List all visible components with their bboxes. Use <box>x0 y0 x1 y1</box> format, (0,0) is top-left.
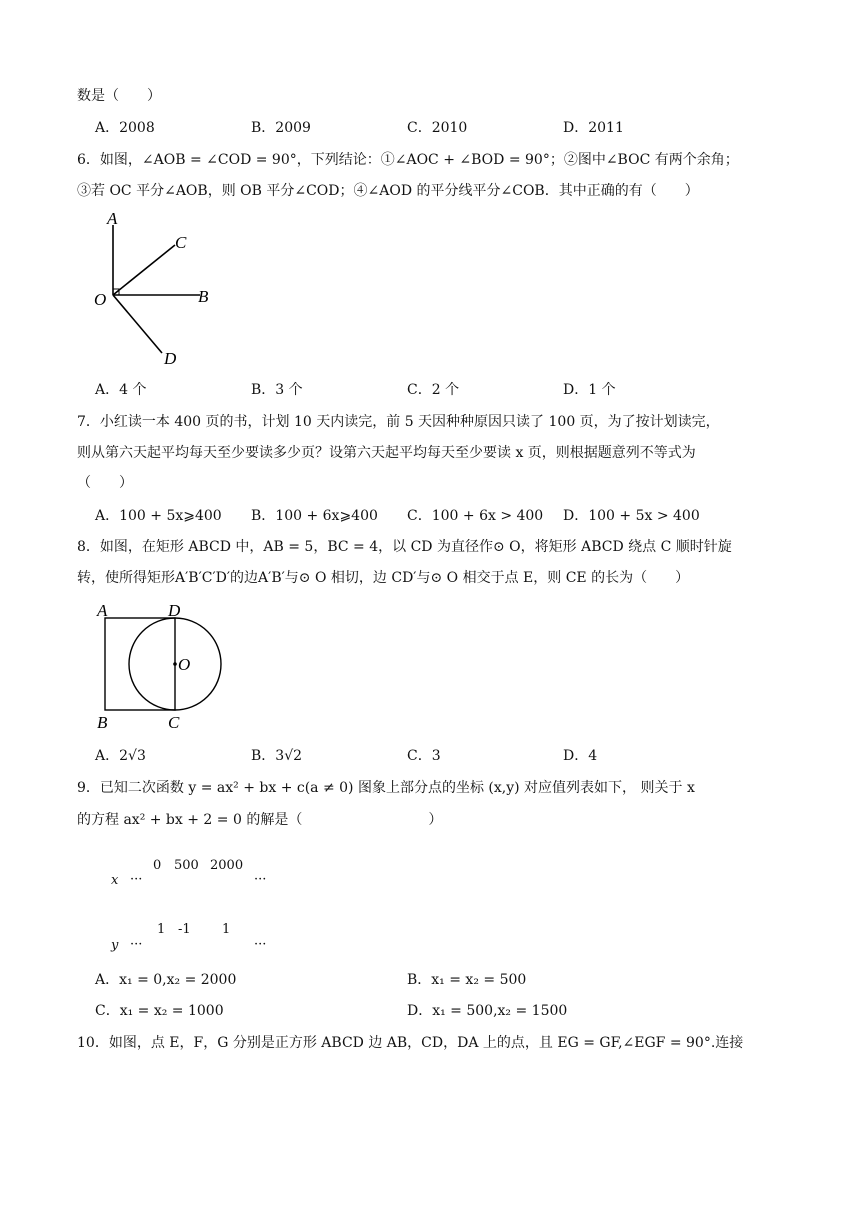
figure-label-o: O <box>94 290 107 309</box>
q8-stem-line2: 转，使所得矩形A′B′C′D′的边A′B′与⊙ O 相切，边 CD′与⊙ O 相交于点 E，则 CE 的长为（ ） <box>77 570 690 586</box>
figure-label-a: A <box>97 601 108 620</box>
q8-option-a: A．2√3 <box>95 748 146 764</box>
figure-label-c: C <box>168 713 180 732</box>
y-value-1: 1 <box>157 922 166 937</box>
x-value-2: 500 <box>174 858 199 873</box>
q6-option-d: D．1 个 <box>563 382 616 398</box>
x-row-label: x <box>111 873 119 888</box>
figure-label-b: B <box>198 287 209 306</box>
q9-option-a: A．x₁ = 0,x₂ = 2000 <box>95 972 237 988</box>
q9-option-c: C．x₁ = x₂ = 1000 <box>95 1003 224 1019</box>
figure-label-d: D <box>164 349 177 368</box>
q7-stem-line1: 7．小红读一本 400 页的书，计划 10 天内读完，前 5 天因种种原因只读了 100 页，为了按计划读完， <box>77 414 720 430</box>
q9-stem-line1: 9．已知二次函数 y = ax² + bx + c(a ≠ 0) 图象上部分点的坐标 (x,y) 对应值列表如下， 则关于 x <box>77 780 695 796</box>
x-value-3: 2000 <box>210 858 244 873</box>
q5-option-c: C．2010 <box>407 120 468 136</box>
q6-option-b: B．3 个 <box>251 382 303 398</box>
figure-label-b: B <box>97 713 108 732</box>
figure-label-o: O <box>178 655 191 674</box>
q7-option-c: C．100 + 6x > 400 <box>407 508 544 524</box>
x-ellipsis-right: ··· <box>254 872 267 887</box>
q10-stem-line1: 10．如图，点 E，F，G 分别是正方形 ABCD 边 AB，CD，DA 上的点，且 EG = GF,∠EGF = 90°.连接 <box>77 1035 744 1051</box>
y-ellipsis-left: ··· <box>130 937 143 952</box>
q5-option-d: D．2011 <box>563 120 624 136</box>
q9-option-d: D．x₁ = 500,x₂ = 1500 <box>407 1003 568 1019</box>
y-row-label: y <box>111 938 119 953</box>
q5-option-a: A．2008 <box>95 120 155 136</box>
q7-stem-line2: 则从第六天起平均每天至少要读多少页？设第六天起平均每天至少要读 x 页，则根据题意列不等式为 <box>77 445 696 461</box>
x-ellipsis-left: ··· <box>130 872 143 887</box>
q8-stem-line1: 8．如图，在矩形 ABCD 中，AB = 5，BC = 4，以 CD 为直径作⊙ O，将矩形 ABCD 绕点 C 顺时针旋 <box>77 539 732 555</box>
q8-rectangle-circle-figure <box>92 598 232 738</box>
q6-stem-line1: 6．如图，∠AOB = ∠COD = 90°，下列结论：①∠AOC + ∠BOD = 90°；②图中∠BOC 有两个余角； <box>77 152 739 168</box>
question-stem-fragment: 数是（ ） <box>77 88 161 104</box>
y-value-2: -1 <box>178 922 191 937</box>
q7-option-a: A．100 + 5x⩾400 <box>95 508 222 524</box>
q9-option-b: B．x₁ = x₂ = 500 <box>407 972 527 988</box>
q7-option-d: D．100 + 5x > 400 <box>563 508 700 524</box>
y-value-3: 1 <box>222 922 231 937</box>
figure-label-a: A <box>107 209 118 228</box>
figure-label-d: D <box>168 601 181 620</box>
q6-option-c: C．2 个 <box>407 382 460 398</box>
x-value-1: 0 <box>153 858 162 873</box>
q8-option-d: D．4 <box>563 748 598 764</box>
q7-stem-line3: （ ） <box>77 475 133 491</box>
q6-angle-figure <box>90 205 230 370</box>
q9-stem-line2: 的方程 ax² + bx + 2 = 0 的解是（ ） <box>77 812 443 828</box>
q6-stem-line2: ③若 OC 平分∠AOB，则 OB 平分∠COD；④∠AOD 的平分线平分∠COB．其中正确的有（ ） <box>77 183 699 199</box>
figure-label-c: C <box>175 233 187 252</box>
q6-option-a: A．4 个 <box>95 382 147 398</box>
q5-option-b: B．2009 <box>251 120 311 136</box>
q7-option-b: B．100 + 6x⩾400 <box>251 508 378 524</box>
q8-option-b: B．3√2 <box>251 748 303 764</box>
y-ellipsis-right: ··· <box>254 937 267 952</box>
q8-option-c: C．3 <box>407 748 441 764</box>
